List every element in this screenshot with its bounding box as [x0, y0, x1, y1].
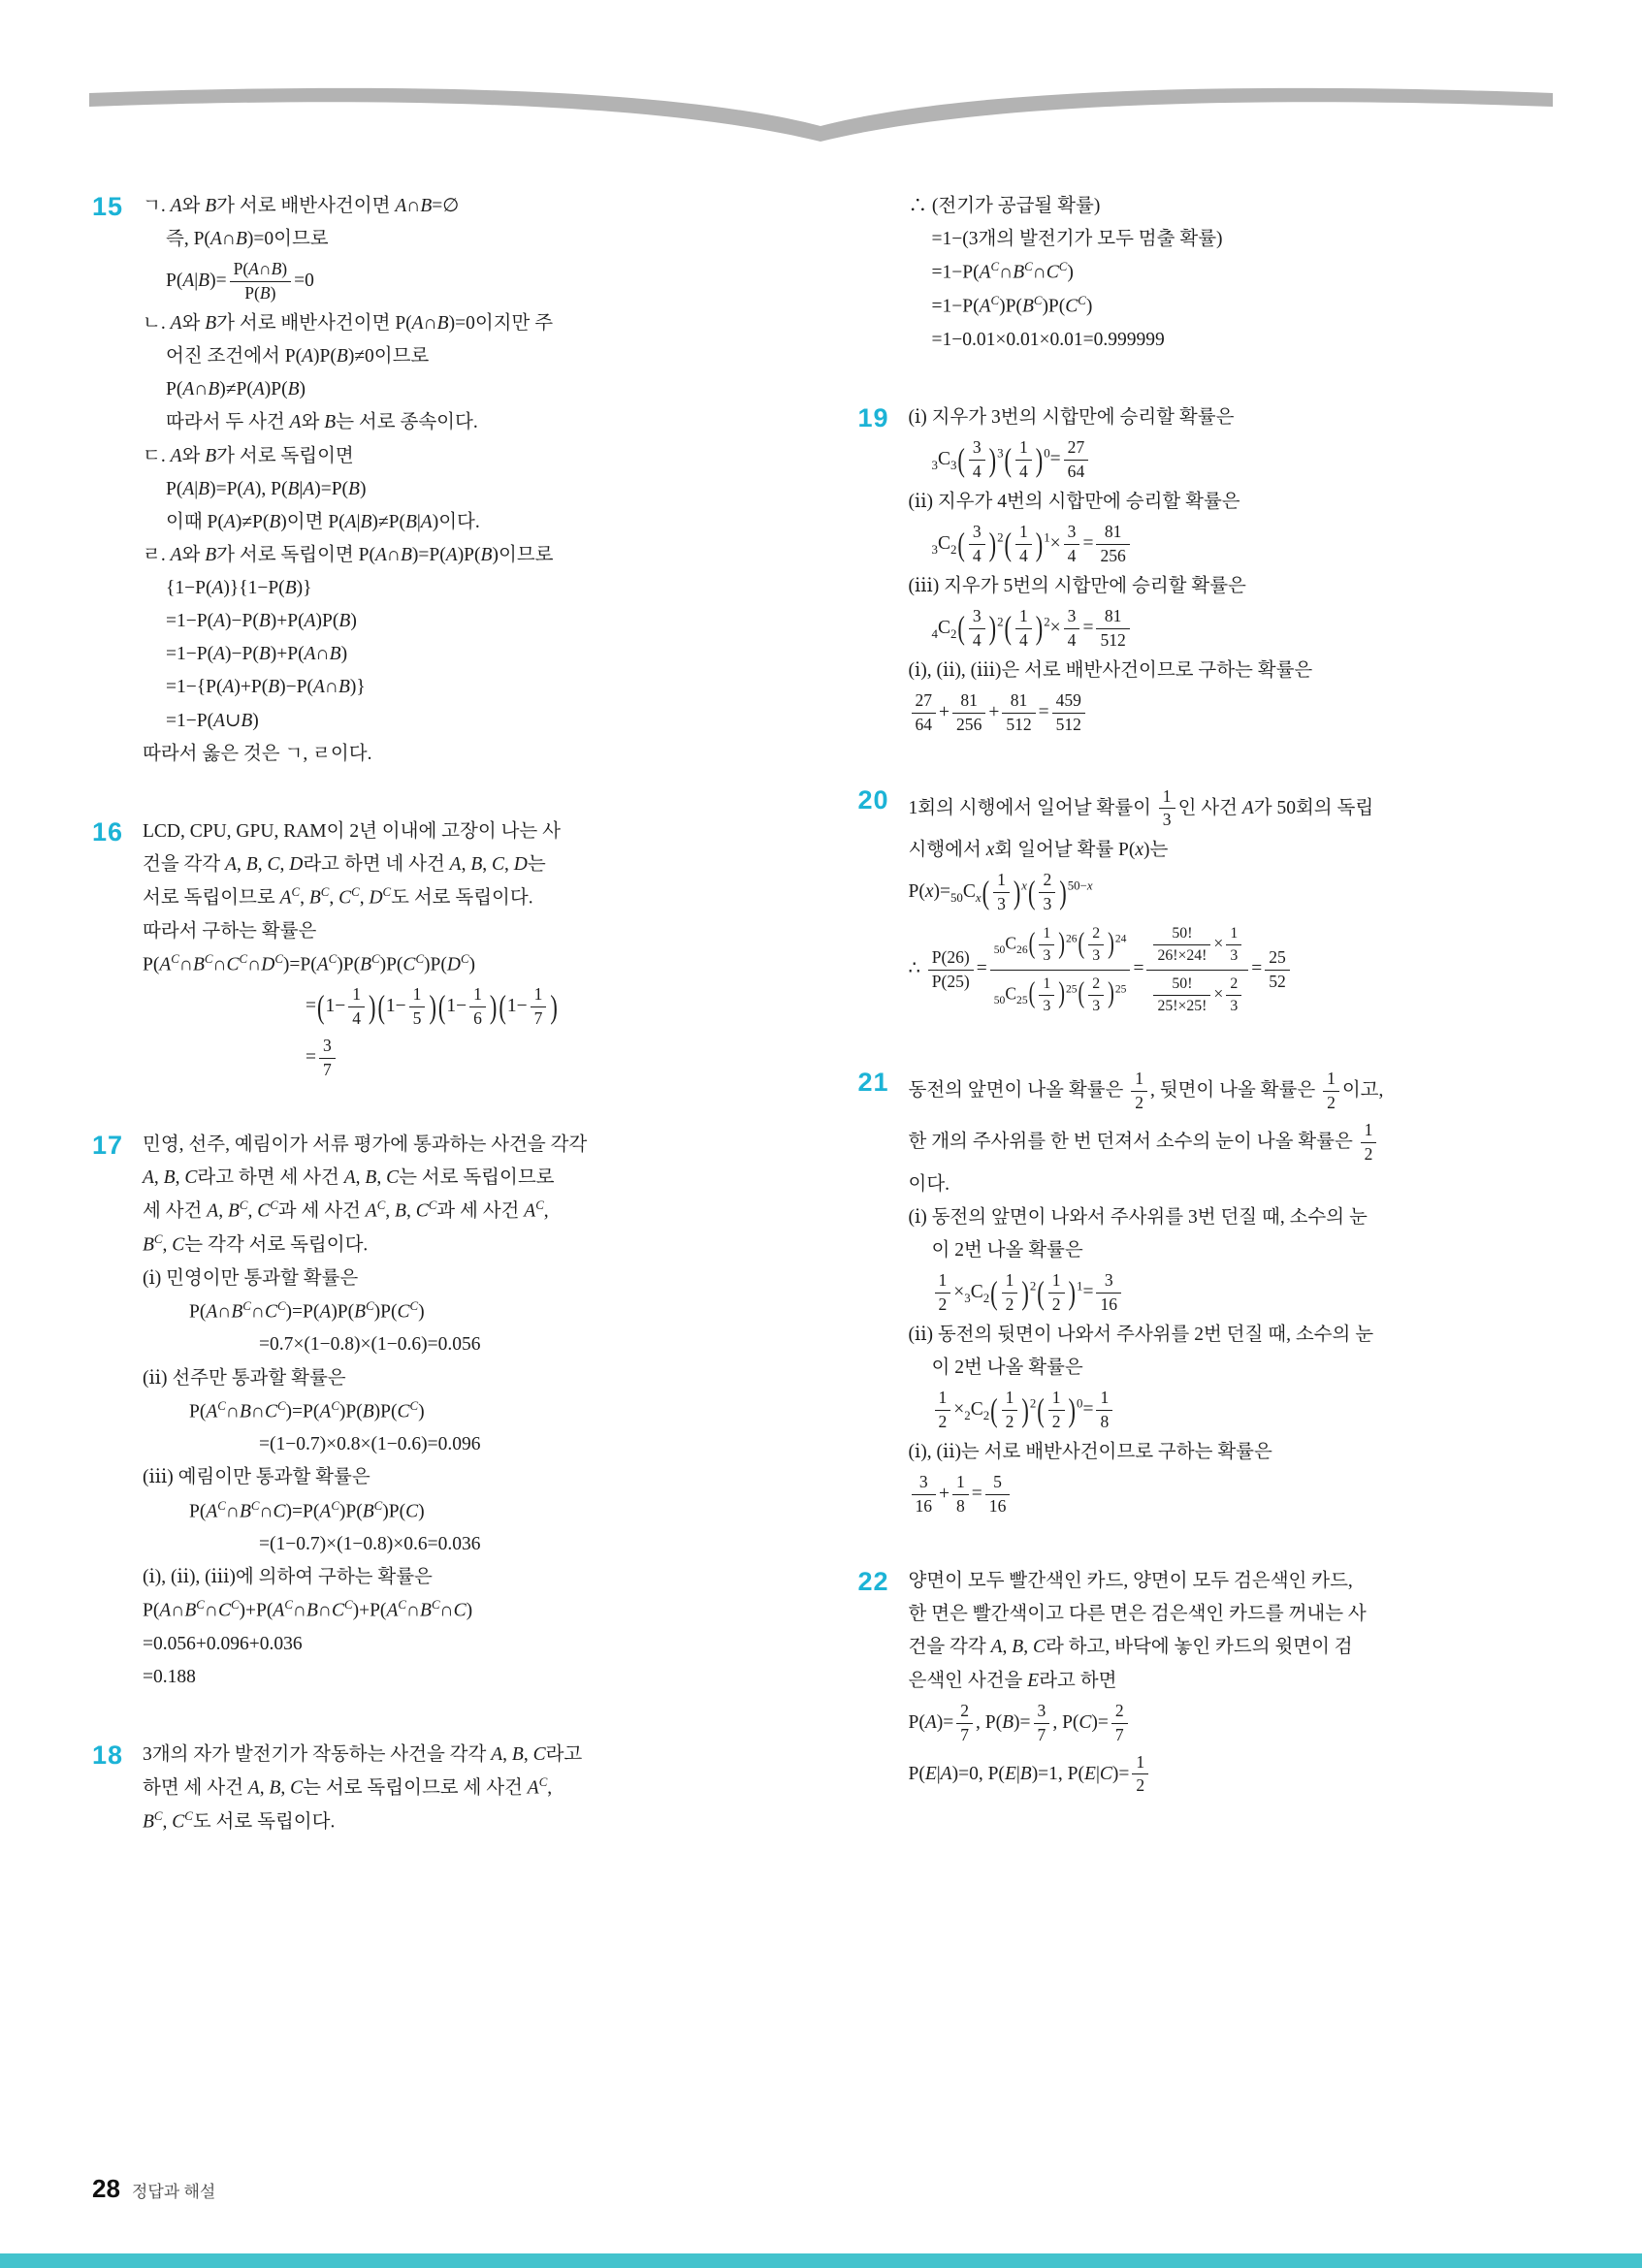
- solution-line: ㄹ. A와 B가 서로 독립이면 P(A∩B)=P(A)P(B)이므로: [143, 544, 554, 565]
- problem-number: 16: [92, 816, 124, 847]
- problem-19: [858, 401, 1551, 739]
- solution-line: =1−P(A)−P(B)+P(A)P(B): [166, 611, 357, 632]
- problem-18: [92, 1739, 785, 1838]
- solution-line: (ⅰ) 동전의 앞면이 나와서 주사위를 3번 던질 때, 소수의 눈: [908, 1207, 1368, 1229]
- book-spine-graphic: [0, 56, 1642, 211]
- solution-line: =1−P(A)−P(B)+P(A∩B): [166, 644, 348, 665]
- solution-line: (ⅰ), (ⅱ)는 서로 배반사건이므로 구하는 확률은: [908, 1442, 1272, 1463]
- solution-line: 한 면은 빨간색이고 다른 면은 검은색인 카드를 꺼내는 사: [908, 1604, 1367, 1625]
- solution-line: =(1− $\frac{1}{4}$ )(1− $\frac{1}{5}$ )(1− $\frac{1}{6}$ )(1− $\frac{1}{7}$ ): [306, 984, 558, 1029]
- column-right: [858, 190, 1551, 1884]
- solution-line: = $\frac{3}{7}$: [143, 1033, 785, 1084]
- solution-line: $P(x)=_{50}C_x$( $\frac{1}{3}$ )$^x$( $\frac{2}{3}$ )$^{50-x}$: [908, 870, 1093, 914]
- solution-line: 이 2번 나올 확률은: [931, 1240, 1083, 1262]
- solution-line: =1−P(A∪B): [166, 710, 259, 731]
- solution-line: 서로 독립이므로 $A^C$, $B^C$, $C^C$, $D^C$도 서로 독립이다.: [143, 885, 533, 909]
- page-number: 28: [92, 2174, 120, 2203]
- problem-number: 21: [857, 1068, 889, 1098]
- solution-line: $P(A\cap B^C\cap C^C)=P(A)P(B^C)P(C^C)$: [189, 1298, 425, 1323]
- problem-15: [92, 190, 785, 771]
- spine-curve: [89, 88, 1553, 142]
- solution-line: P(A|B)=P(A), P(B|A)=P(B): [166, 478, 367, 499]
- solution-line: 이다.: [908, 1173, 950, 1195]
- problem-number: 18: [92, 1741, 124, 1771]
- solution-line: $P(A^C\cap B^C\cap C)=P(A^C)P(B^C)P(C)$: [189, 1498, 425, 1522]
- solution-line: $_3C_2$( $\frac{3}{4}$ )$^2$( $\frac{1}{4}$ )$^1$× $\frac{3}{4}$ = $\frac{81}{256}$: [909, 519, 1551, 570]
- solution-line: $_4C_2$( $\frac{3}{4}$ )$^2$( $\frac{1}{4}$ )$^2$× $\frac{3}{4}$ = $\frac{81}{512}$: [909, 603, 1551, 655]
- problem-number: 15: [92, 192, 124, 221]
- solution-line: ㄴ. A와 B가 서로 배반사건이면 P(A∩B)=0이지만 주: [143, 313, 554, 335]
- solution-line: 시행에서 x회 일어날 확률 P(x)는: [908, 840, 1169, 861]
- solution-line: $\frac{27}{64}$ + $\frac{81}{256}$ + $\frac{81}{512}$ = $\frac{459}{512}$: [909, 687, 1551, 739]
- problem-number: 20: [857, 784, 889, 815]
- solution-line: (ⅱ) 동전의 뒷면이 나와서 주사위를 2번 던질 때, 소수의 눈: [908, 1325, 1374, 1346]
- problem-16: [92, 815, 785, 1084]
- solution-line: (ⅱ) 선주만 통과할 확률은: [143, 1367, 346, 1389]
- problem-number: 22: [857, 1567, 889, 1597]
- solution-line: 세 사건 A, $B^C$, $C^C$과 세 사건 $A^C$, B, $C^C$과 세 사건 $A^C$,: [143, 1198, 549, 1222]
- solution-line: $B^C$, $C^C$도 서로 독립이다.: [143, 1809, 336, 1833]
- solution-line: 은색인 사건을 E라고 하면: [908, 1670, 1117, 1691]
- solution-line: =0.7×(1−0.8)×(1−0.6)=0.056: [259, 1334, 481, 1356]
- solution-line: $\frac{1}{2}$ $\times_3C_2$( $\frac{1}{2}$ )$^2$( $\frac{1}{2}$ )$^1$= $\frac{3}{16}$: [909, 1267, 1551, 1319]
- solution-line: 어진 조건에서 P(A)P(B)≠0이므로: [166, 346, 430, 367]
- solution-line: =(1−0.7)×(1−0.8)×0.6=0.036: [259, 1534, 481, 1555]
- solution-line: ∴ (전기가 공급될 확률): [908, 196, 1101, 216]
- solution-line: (ⅱ) 지우가 4번의 시합만에 승리할 확률은: [908, 491, 1240, 512]
- problem-number: 17: [92, 1131, 124, 1161]
- solution-line: $P(A\cap B^C\cap C^C)+P(A^C\cap B\cap C^C)+P(A^C\cap B^C\cap C)$: [143, 1598, 473, 1621]
- solution-line: P(A)= $\frac{2}{7}$ , P(B)= $\frac{3}{7}$ , P(C)= $\frac{2}{7}$: [909, 1698, 1551, 1749]
- solution-line: P(A|B)= $\frac{P(A\cap B)}{P(B)}$ =0: [166, 259, 314, 303]
- solution-line: (ⅲ) 지우가 5번의 시합만에 승리할 확률은: [908, 575, 1246, 596]
- solution-line: =1−0.01×0.01×0.01=0.999999: [931, 329, 1165, 350]
- solution-line: 3개의 자가 발전기가 작동하는 사건을 각각 A, B, C라고: [143, 1744, 583, 1766]
- solution-line: $\frac{3}{16}$ + $\frac{1}{8}$ = $\frac{5}{16}$: [909, 1469, 1551, 1520]
- page-footer: [92, 2174, 215, 2204]
- solution-line: =1−(3개의 발전기가 모두 멈출 확률): [931, 229, 1223, 250]
- problem-20: [858, 783, 1551, 1022]
- solution-line: (ⅰ), (ⅱ), (ⅲ)에 의하여 구하는 확률은: [143, 1567, 433, 1588]
- solution-line: P(A∩B)≠P(A)P(B): [166, 379, 306, 400]
- problem-number: 19: [857, 402, 889, 432]
- solution-line: (ⅰ) 민영이만 통과할 확률은: [143, 1267, 359, 1289]
- solution-line: $=1-P(A^C\cap B^C\cap C^C)$: [931, 260, 1074, 283]
- footer-section-label: 정답과 해설: [131, 2183, 216, 2201]
- solution-line: =0.188: [143, 1667, 196, 1688]
- solution-line: 즉, P(A∩B)=0이므로: [166, 229, 329, 250]
- solution-line: $=1-P(A^C)P(B^C)P(C^C)$: [931, 293, 1093, 317]
- solution-line: $B^C$, C는 각각 서로 독립이다.: [143, 1232, 369, 1256]
- solution-line: 한 개의 주사위를 한 번 던져서 소수의 눈이 나올 확률은 $\frac{1}{2}$: [909, 1117, 1551, 1168]
- solution-line: 1회의 시행에서 일어날 확률이 $\frac{1}{3}$ 인 사건 A가 50회의 독립: [908, 785, 1374, 830]
- problem-17: [92, 1129, 785, 1694]
- solution-line: (ⅲ) 예림이만 통과할 확률은: [143, 1467, 370, 1488]
- solution-line: ∴ $\frac{P(26)}{P(25)}$ = $_{50}C_{26}$( $\frac{1}{3}$ )$^{26}$( $\frac{2}{3}$ )$^{24}$ $_{50}C_{25}$( $\frac{1}{3}$ )$^{25}$( $\frac{2}{3}$ )$^{25}$ = $\frac{50!}{26!\times 24!}$ × $\frac{1}{3}$ $\frac{50!}{25!\times 25!}$ × $\frac{2}{3}$ = $\frac{25}{52}$: [909, 918, 1551, 1021]
- solution-line: 건을 각각 A, B, C, D라고 하면 네 사건 A, B, C, D는: [143, 853, 546, 875]
- solution-line: $_3C_3$( $\frac{3}{4}$ )$^3$( $\frac{1}{4}$ )$^0$= $\frac{27}{64}$: [909, 434, 1551, 486]
- problem-21: [858, 1066, 1551, 1520]
- solution-line: (ⅰ), (ⅱ), (ⅲ)은 서로 배반사건이므로 구하는 확률은: [908, 659, 1313, 681]
- solutions-content: [92, 190, 1550, 1884]
- footer-accent-bar: [0, 2253, 1642, 2268]
- solution-line: 이때 P(A)≠P(B)이면 P(A|B)≠P(B|A)이다.: [166, 511, 480, 532]
- problem-22: [858, 1565, 1551, 1800]
- solution-line: $P(A^C\cap B^C\cap C^C\cap D^C)=P(A^C)P(B^C)P(C^C)P(D^C)$: [143, 951, 476, 975]
- solution-line: 동전의 앞면이 나올 확률은 $\frac{1}{2}$ , 뒷면이 나올 확률은 $\frac{1}{2}$ 이고,: [908, 1069, 1384, 1113]
- solution-line: =0.056+0.096+0.036: [143, 1634, 303, 1655]
- solution-line: ㄷ. A와 B가 서로 독립이면: [143, 445, 354, 466]
- solution-line: 건을 각각 A, B, C라 하고, 바닥에 놓인 카드의 윗면이 검: [908, 1637, 1353, 1658]
- solution-line: $P(A^C\cap B\cap C^C)=P(A^C)P(B)P(C^C)$: [189, 1398, 425, 1422]
- solution-line: 하면 세 사건 A, B, C는 서로 독립이므로 세 사건 $A^C$,: [143, 1775, 553, 1799]
- solution-line: =1−{P(A)+P(B)−P(A∩B)}: [166, 677, 366, 698]
- solution-line: LCD, CPU, GPU, RAM이 2년 이내에 고장이 나는 사: [143, 820, 561, 842]
- solution-line: $\frac{1}{2}$ $\times_2C_2$( $\frac{1}{2}$ )$^2$( $\frac{1}{2}$ )$^0$= $\frac{1}{8}$: [909, 1385, 1551, 1436]
- problem-continuation: [858, 190, 1551, 357]
- solution-line: 따라서 구하는 확률은: [143, 920, 317, 942]
- solution-line: 민영, 선주, 예림이가 서류 평가에 통과하는 사건을 각각: [143, 1134, 588, 1156]
- solution-line: 이 2번 나올 확률은: [931, 1358, 1083, 1379]
- solution-line: (ⅰ) 지우가 3번의 시합만에 승리할 확률은: [908, 406, 1235, 428]
- solution-line: 따라서 옳은 것은 ㄱ, ㄹ이다.: [143, 743, 372, 764]
- solution-line: {1−P(A)}{1−P(B)}: [166, 578, 312, 599]
- solution-line: 양면이 모두 빨간색인 카드, 양면이 모두 검은색인 카드,: [908, 1571, 1353, 1592]
- solution-line: A, B, C라고 하면 세 사건 A, B, C는 서로 독립이므로: [143, 1167, 555, 1189]
- solution-line: 따라서 두 사건 A와 B는 서로 종속이다.: [166, 412, 478, 433]
- solution-line: ㄱ. A와 B가 서로 배반사건이면 A∩B=∅: [143, 196, 460, 216]
- solution-line: =(1−0.7)×0.8×(1−0.6)=0.096: [259, 1434, 481, 1455]
- column-left: [92, 190, 785, 1884]
- solution-line: P(E|A)=0, P(E|B)=1, P(E|C)= $\frac{1}{2}$: [909, 1749, 1551, 1801]
